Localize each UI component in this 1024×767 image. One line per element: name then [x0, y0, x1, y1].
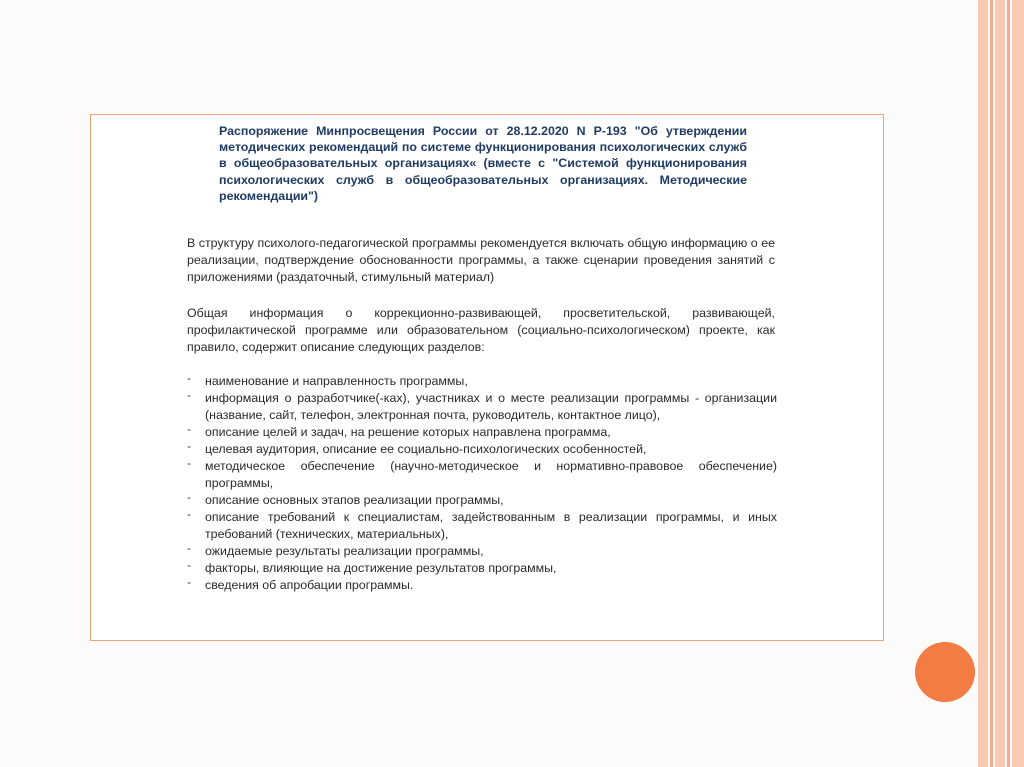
document-card [90, 114, 884, 641]
list-item: - методическое обеспечение (научно-методическое и нормативно-правовое обеспечение) программы, [187, 458, 777, 492]
list-item: - описание целей и задач, на решение которых направлена программа, [187, 424, 777, 441]
decor-stripe [990, 0, 993, 767]
list-item: - описание основных этапов реализации программы, [187, 492, 777, 509]
list-item: - наименование и направленность программы, [187, 373, 777, 390]
list-item: - информация о разработчике(-ках), участниках и о месте реализации программы - организации (название, сайт, телефон, электронная почта, руководитель, контактное лицо), [187, 390, 777, 424]
decor-stripe [995, 0, 1005, 767]
decor-circle [915, 642, 975, 702]
decor-stripe [1007, 0, 1010, 767]
decor-stripe [978, 0, 988, 767]
document-title: Распоряжение Минпросвещения России от 28.12.2020 N Р-193 "Об утверждении методических рекомендаций по системе функционирования психологических служб в общеобразовательных организациях« (вместе с "Системой функционирования психологических служб в общеобразовательных организациях. Методические рекомендации") [219, 124, 747, 203]
decor-stripe [1012, 0, 1024, 767]
list-item: - факторы, влияющие на достижение результатов программы, [187, 560, 777, 577]
list-item: - сведения об апробации программы. [187, 577, 777, 594]
list-item: - ожидаемые результаты реализации программы, [187, 543, 777, 560]
sections-list [187, 373, 777, 594]
paragraph-structure: В структуру психолого-педагогической программы рекомендуется включать общую информацию о ее реализации, подтверждение обоснованности программы, а также сценарии проведения занятий с приложениями (раздаточный, стимульный материал) [187, 236, 775, 284]
list-item: - описание требований к специалистам, задействованным в реализации программы, и иных требований (технических, материальных), [187, 509, 777, 543]
paragraph-general-info: Общая информация о коррекционно-развивающей, просветительской, развивающей, профилактической программе или образовательном (социально-психологическом) проекте, как правило, содержит описание следующих разделов: [187, 306, 775, 354]
list-item: - целевая аудитория, описание ее социально-психологических особенностей, [187, 441, 777, 458]
